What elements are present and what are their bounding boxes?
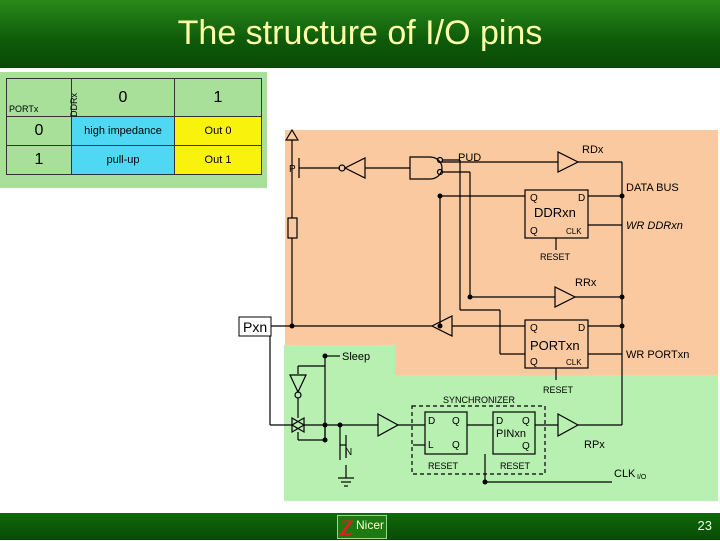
portxn-d-label: D — [578, 323, 586, 334]
portxn-label: PORTxn — [530, 338, 580, 353]
latch-l-label: L — [428, 440, 434, 451]
col-header-1: 1 — [175, 79, 262, 117]
latch-q-label: Q — [452, 416, 460, 427]
portxn-q-label: Q — [530, 323, 538, 334]
clk-sub-label: I/O — [637, 474, 647, 481]
nicer-logo — [337, 515, 387, 539]
data-bus-label: DATA BUS — [626, 182, 679, 194]
slide-title: The structure of I/O pins — [177, 14, 543, 52]
pin-d-label: D — [496, 416, 504, 427]
pin-reset-label: RESET — [500, 461, 531, 471]
page-number: 23 — [697, 518, 712, 533]
green-region-top — [284, 345, 395, 375]
portxn-qbar-label: Q — [530, 357, 538, 368]
pinxn-label: PINxn — [496, 428, 526, 440]
cell-pull-up: pull-up — [72, 146, 175, 175]
ddrxn-qbar-label: Q — [530, 226, 538, 237]
row-label-0: 0 — [7, 117, 72, 146]
rdx-label: RDx — [582, 144, 604, 156]
cell-high-impedance: high impedance — [72, 117, 175, 146]
cell-out0: Out 0 — [175, 117, 262, 146]
rrx-label: RRx — [575, 277, 597, 289]
pxn-label: Pxn — [243, 319, 268, 335]
rpx-label: RPx — [584, 439, 605, 451]
pin-q-label: Q — [522, 416, 530, 427]
latch-qbar-label: Q — [452, 440, 460, 451]
latch-d-label: D — [428, 416, 436, 427]
logo-z-icon: Z — [340, 515, 354, 540]
ddr-reset-label: RESET — [540, 252, 571, 262]
latch-reset-label: RESET — [428, 461, 459, 471]
cell-out1: Out 1 — [175, 146, 262, 175]
wr-portxn-label: WR PORTxn — [626, 349, 690, 361]
row-label-1: 1 — [7, 146, 72, 175]
p-label: P — [289, 164, 296, 175]
corner-label-ddrx: DDRx — [69, 93, 79, 117]
ddrxn-clk-label: CLK — [566, 227, 582, 236]
ddrxn-q-label: Q — [530, 193, 538, 204]
sleep-label: Sleep — [342, 351, 371, 363]
logo-text: Nicer — [356, 518, 385, 532]
col-header-0: 0 — [72, 79, 175, 117]
n-label: N — [345, 447, 353, 458]
ddrxn-label: DDRxn — [534, 205, 576, 220]
pin-qbar-label: Q — [522, 441, 530, 452]
synchronizer-label: SYNCHRONIZER — [443, 395, 516, 405]
corner-label-portx: PORTx — [9, 104, 39, 114]
port-reset-label: RESET — [543, 385, 574, 395]
portxn-clk-label: CLK — [566, 358, 582, 367]
wr-ddrxn-label: WR DDRxn — [626, 220, 683, 232]
pud-label: PUD — [458, 152, 482, 164]
clk-label: CLK — [614, 468, 636, 480]
ddrxn-d-label: D — [578, 193, 586, 204]
